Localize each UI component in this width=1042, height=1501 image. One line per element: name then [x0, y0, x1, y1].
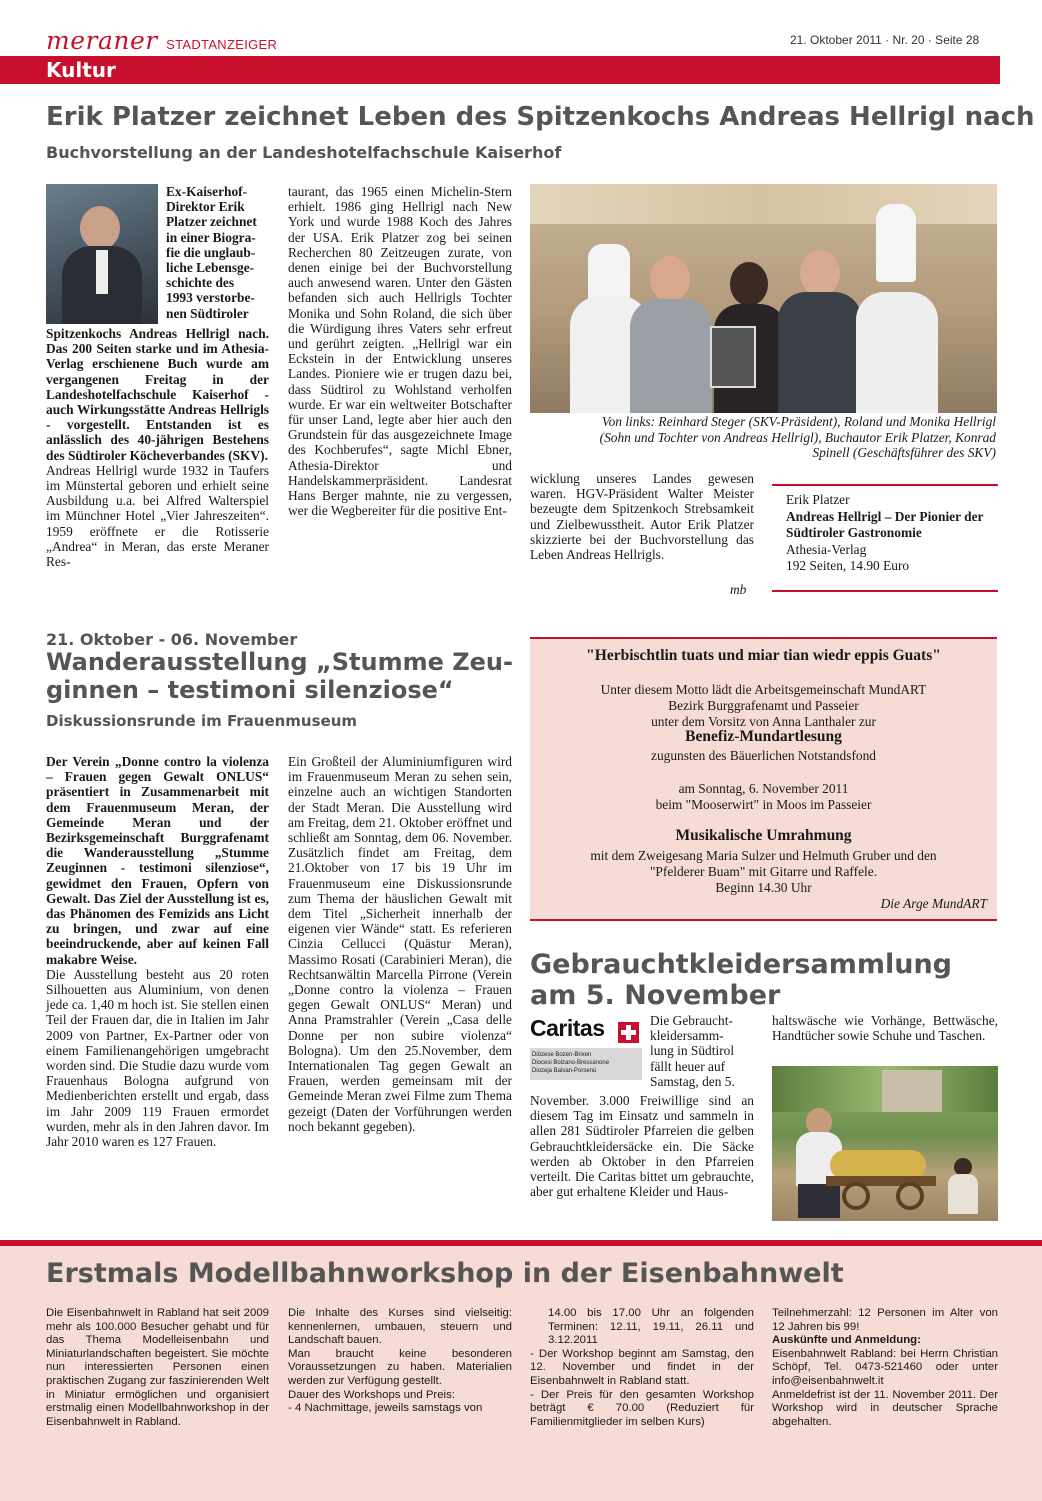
masthead-brand — [46, 26, 277, 55]
caritas-body: November. 3.000 Freiwillige sind an diesem Tag im Einsatz und sammeln in allen 281 Südtiroler Pfarreien die gelben Gebrauchtkleidersäcke ein. Die Säcke werden ab Oktober in den Pfarreien verteilt. Die Caritas bittet um gebrauchte, aber gut erhaltene Kleider und Haus- — [530, 1093, 754, 1200]
caritas-logo-sub: Diözese Bozen-Brixen Diocesi Bolzano-Bressanone Diozeja Balsan-Porsenú — [530, 1048, 642, 1080]
mundart-line4: zugunsten des Bäuerlichen Notstandsfond — [651, 748, 876, 763]
modellbahn-title: Erstmals Modellbahnworkshop in der Eisenbahnwelt — [46, 1258, 844, 1289]
article2-col1 — [46, 754, 269, 1149]
book-details: 192 Seiten, 14.90 Euro — [786, 558, 910, 573]
mundart-date: am Sonntag, 6. November 2011 — [678, 781, 849, 796]
caritas-title-1: Gebrauchtkleidersammlung — [530, 949, 953, 980]
article2-title-1: Wanderausstellung „Stumme Zeu- — [46, 648, 513, 676]
mundart-line3: unter dem Vorsitz von Anna Lanthaler zur — [651, 714, 876, 729]
modellbahn-box — [0, 1240, 1042, 1501]
modellbahn-col1: Die Eisenbahnwelt in Rabland hat seit 2009 mehr als 100.000 Besucher gehabt und für das Thema Modelleisenbahn und Miniaturlandschaften begeistert. Sie möchte nun interessierten Personen einen praktischen Zugang zur faszinierenden Welt in Miniatur ermöglichen und organisiert erstmalig einen Modellbahnworkshop in der Eisenbahnwelt in Rabland. — [46, 1307, 269, 1428]
article2-col1-body: Die Ausstellung besteht aus 20 roten Silhouetten aus Aluminium, von denen jede ca. 1,40 m hoch ist. Sie stellen einen Teil der Frauen dar, die in Italien im Jahr 2009 von Partner, Ex-Partner oder von einem Familienangehörigen umgebracht worden sind. Die Studie dazu wurde vom Frauenhaus Bologna aufgrund von Medienberichten erstellt und ergab, dass im Jahr 2009 119 Frauen ermordet wurden, mehr als in den Jahren davor. Im Jahr 2010 waren es 127 Frauen. — [46, 966, 269, 1150]
mundart-music2: "Pfelderer Buam" mit Gitarre und Raffele. — [649, 864, 878, 879]
article1-col1-body: Andreas Hellrigl wurde 1932 in Taufers im Münstertal geboren und erhielt seine Ausbildung u.a. bei Alfred Walterspiel im Münchner Hotel „Vier Jahreszeiten“. 1959 eröffnete er die Rotisserie „Andrea“ in Meran, das erste Meraner Res- — [46, 462, 269, 570]
article1-subtitle: Buchvorstellung an der Landeshotelfachschule Kaiserhof — [46, 143, 562, 162]
book-title: Andreas Hellrigl – Der Pionier der Südtiroler Gastronomie — [786, 509, 984, 540]
article1-lead-short: Ex-Kaiserhof- Direktor Erik Platzer zeichnet in einer Biogra- fie die unglaub- liche Lebensge- schichte des 1993 verstorbe- nen Südtiroler — [166, 184, 257, 321]
section-bar — [0, 56, 1000, 84]
article1-lead: Spitzenkochs Andreas Hellrigl nach. Das 200 Seiten starke und im Athesia-Verlag erschienene Buch wurde am vergangenen Freitag in der Landeshotelfachschule Kaiserhof - auch Wirkungsstätte Andreas Hellrigls - vorgestellt. Entstanden ist es anlässlich des 40-jährigen Bestehens des Südtiroler Köcheverbandes (SKV). — [46, 326, 269, 463]
mundart-place: beim "Mooserwirt" in Moos im Passeier — [655, 797, 872, 812]
caritas-cross-icon — [618, 1022, 639, 1043]
caritas-logo-text: Caritas — [530, 1015, 605, 1041]
section-title: Kultur — [46, 58, 116, 82]
article1-signature: mb — [730, 582, 747, 597]
caritas-logo — [530, 1017, 642, 1081]
modellbahn-col2: Die Inhalte des Kurses sind vielseitig: kennenlernen, umbauen, steuern und Landschaft bauen. Man braucht keine besonderen Voraussetzungen zu haben. Materialien werden zur Verfügung gestellt. Dauer des Workshops und Preis: - 4 Nachmittage, jeweils samstags von — [288, 1307, 512, 1415]
mundart-music1: mit dem Zweigesang Maria Sulzer und Helmuth Gruber und den — [590, 848, 937, 863]
mundart-title: "Herbischtlin tuats und miar tian wiedr eppis Guats" — [586, 647, 941, 664]
article2-title-2: ginnen – testimoni silenziose“ — [46, 676, 454, 704]
brand-name: meraner — [46, 26, 158, 55]
chefs-photo-caption: Von links: Reinhard Steger (SKV-Präsident), Roland und Monika Hellrigl (Sohn und Tochter von Andreas Hellrigl), Buchautor Erik Platzer, Konrad Spinell (Geschäftsführer des SKV) — [599, 414, 996, 461]
mundart-box — [530, 637, 997, 921]
portrait-photo — [46, 184, 158, 324]
mundart-line2: Bezirk Burggrafenamt und Passeier — [668, 698, 859, 713]
brand-sub: STADTANZEIGER — [166, 37, 278, 52]
article2-lead: Der Verein „Donne contro la violenza – Frauen gegen Gewalt ONLUS“ präsentiert in Zusammenarbeit mit dem Frauenmuseum Meran, der Gemeinde Meran und der Bezirksgemeinschaft Burggrafenamt die Wanderausstellung „Stumme Zeuginnen - testimoni silenziose“, gewidmet den Frauen, Opfern von Gewalt. Das Ziel der Ausstellung ist es, das Phänomen des Femizids ans Licht zu bringen, und zwar auf eine beeindruckende, aber auf keinen Fall makabre Weise. — [46, 754, 269, 967]
modellbahn-col3: 14.00 bis 17.00 Uhr an folgenden Terminen: 12.11, 19.11, 26.11 und 3.12.2011 - Der Workshop beginnt am Samstag, den 12. November und findet in der Eisenbahnwelt in Rabland statt. - Der Preis für den gesamten Workshop beträgt € 70.00 (Reduziert für Familienmitglieder im selben Kurs) — [530, 1307, 754, 1428]
caritas-photo — [772, 1066, 998, 1221]
mundart-start: Beginn 14.30 Uhr — [715, 880, 812, 895]
article2-subtitle: Diskussionsrunde im Frauenmuseum — [46, 712, 358, 730]
dateline: 21. Oktober 2011 · Nr. 20 · Seite 28 — [790, 33, 980, 47]
mundart-line1: Unter diesem Motto lädt die Arbeitsgemeinschaft MundART — [600, 682, 927, 697]
book-box — [772, 484, 998, 592]
modellbahn-col4: Teilnehmerzahl: 12 Personen im Alter von 12 Jahren bis 99! Auskünfte und Anmeldung: Eisenbahnwelt Rabland: bei Herrn Christian Schöpf, Tel. 0473-521460 oder unter info@eisenbahnwelt.it Anmeldefrist ist der 11. November 2011. Der Workshop wird in deutscher Sprache abgehalten. — [772, 1307, 998, 1428]
mundart-event: Benefiz-Mundartlesung — [685, 728, 842, 745]
article1-col3: wicklung unseres Landes gewesen waren. HGV-Präsident Walter Meister bezeugte dem Spitzenkoch Strebsamkeit und Zielbewusstheit. Autor Erik Platzer skizzierte bei der Buchvorstellung das Leben Andreas Hellrigls. — [530, 471, 754, 563]
caritas-title-2: am 5. November — [530, 980, 781, 1011]
mundart-music-title: Musikalische Umrahmung — [675, 827, 852, 844]
article2-col2: Ein Großteil der Aluminiumfiguren wird im Frauenmuseum Meran zu sehen sein, einzelne auch an wichtigen Standorten der Stadt Meran. Die Ausstellung wird am Freitag, dem 21. Oktober eröffnet und schließt am Sonntag, dem 06. November. Zusätzlich findet am Freitag, dem 21.Oktober von 17 bis 19 Uhr im Frauenmuseum eine Diskussionsrunde zum Thema der häuslichen Gewalt mit dem Titel „Sicherheit innerhalb der eigenen vier Wände“ statt. Es referieren Cinzia Cellucci (Quästur Meran), Massimo Rosati (Carabinieri Meran), die Rechtsanwältin Marcella Pirrone (Verein „Donne contro la violenza – Frauen gegen Gewalt ONLUS“ Meran) und Anna Pramstrahler (Verein „Casa delle Donne per non subire violenza“ Bologna). Um den 25.November, dem Internationalen Tag gegen Gewalt an Frauen, werden gemeinsam mit der Gemeinde Meran zwei Filme zum Thema gezeigt (Daten der Vorführungen werden noch bekannt gegeben). — [288, 754, 512, 1134]
book-publisher: Athesia-Verlag — [786, 542, 867, 557]
book-author: Erik Platzer — [786, 492, 850, 507]
article1-title: Erik Platzer zeichnet Leben des Spitzenkochs Andreas Hellrigl nach — [46, 102, 1035, 132]
caritas-short: Die Gebraucht- kleidersamm- lung in Südtirol fällt heuer auf Samstag, den 5. — [650, 1013, 735, 1089]
mundart-sign: Die Arge MundART — [880, 896, 987, 911]
article2-dates: 21. Oktober - 06. November — [46, 630, 298, 649]
article1-col1 — [46, 326, 269, 569]
chefs-photo — [530, 184, 997, 413]
article1-col2: taurant, das 1965 einen Michelin-Stern erhielt. 1986 ging Hellrigl nach New York und wurde 1988 Koch des Jahres der USA. Erik Platzer zog bei seinen Recherchen 80 Zeitzeugen zurate, von denen einige bei der Buchvorstellung auch anwesend waren. Unter den Gästen befanden sich auch Hellrigls Tochter Monika und Sohn Roland, die sich über die Würdigung ihres Vaters sehr erfreut und gerührt zeigten. „Hellrigl war ein Eckstein in der Entwicklung unseres Landes. Pioniere wie er trugen dazu bei, dass Südtirol zu Wohlstand verholfen wurde. Er war ein weltweiter Botschafter für unser Land, legte aber hier auch den Grundstein für das ausgezeichnete Image des Kochberufes“, sagte Michl Ebner, Athesia-Direktor und Handelskammerpräsident. Landesrat Hans Berger mahnte, nie zu vergessen, wer die Wegbereiter für die positive Ent- — [288, 184, 512, 519]
caritas-col2: haltswäsche wie Vorhänge, Bettwäsche, Handtücher sowie Schuhe und Taschen. — [772, 1013, 998, 1044]
